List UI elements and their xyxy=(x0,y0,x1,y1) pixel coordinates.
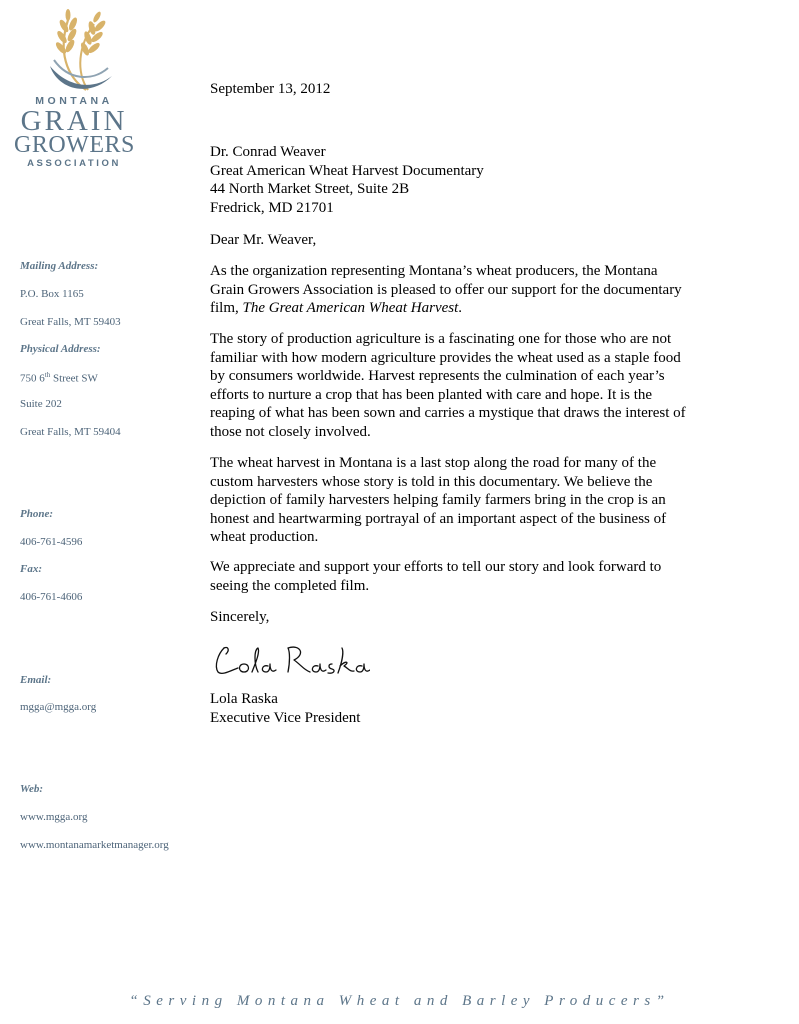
website-link-mgga[interactable]: www.mgga.org xyxy=(20,811,88,823)
email-label: Email: xyxy=(20,674,52,686)
paragraph-1: As the organization representing Montana’s wheat producers, the Montana Grain Growers Association is pleased to offer our support for the documentary film, The Great American Wheat Harvest. xyxy=(210,263,682,316)
paragraph-2: The story of production agriculture is a fascinating one for those who are not familiar with how modern agriculture provides the wheat used as a staple food by consumers worldwide. Harvest represents the culmination of each year’s efforts to nurture a crop that has been planted with care and hope. It is the reaping of what has been sown and carries a mystique that draws the interest of those not closely involved. xyxy=(210,331,686,440)
mailing-city: Great Falls, MT 59403 xyxy=(20,316,121,328)
physical-address-label: Physical Address: xyxy=(20,343,101,355)
physical-city: Great Falls, MT 59404 xyxy=(20,426,121,438)
physical-suite: Suite 202 xyxy=(20,398,62,410)
recipient-street: 44 North Market Street, Suite 2B xyxy=(210,181,410,197)
logo-association-text: ASSOCIATION xyxy=(27,158,121,169)
fax-label: Fax: xyxy=(20,563,42,575)
salutation: Dear Mr. Weaver, xyxy=(210,232,317,248)
fax-number: 406-761-4606 xyxy=(20,591,83,603)
recipient-org: Great American Wheat Harvest Documentary xyxy=(210,162,484,179)
footer-motto: “Serving Montana Wheat and Barley Producers” xyxy=(129,993,670,1009)
mailing-po-box: P.O. Box 1165 xyxy=(20,288,84,300)
signer-block xyxy=(210,690,695,727)
recipient-city: Fredrick, MD 21701 xyxy=(210,199,334,216)
association-logo xyxy=(14,6,134,168)
signer-title: Executive Vice President xyxy=(210,709,361,726)
logo-montana-text: MONTANA xyxy=(35,95,113,107)
film-title: The Great American Wheat Harvest xyxy=(242,300,459,316)
letter-date: September 13, 2012 xyxy=(210,81,331,97)
paragraph-3: The wheat harvest in Montana is a last stop along the road for many of the custom harvesters whose story is told in this documentary. We believe the depiction of family harvesters helping family farmers bring in the crop is an honest and heartwarming portrayal of an important aspect of the business of wheat production. xyxy=(210,455,667,545)
logo-growers-text: GROWERS xyxy=(14,132,135,158)
physical-street: 750 6th Street SW xyxy=(20,371,98,385)
website-link-market-manager[interactable]: www.montanamarketmanager.org xyxy=(20,839,169,851)
phone-number: 406-761-4596 xyxy=(20,536,83,548)
recipient-name: Dr. Conrad Weaver xyxy=(210,144,326,160)
phone-label: Phone: xyxy=(20,508,53,520)
logo-grain-text: GRAIN xyxy=(20,105,128,137)
closing: Sincerely, xyxy=(210,609,270,625)
mailing-address-label: Mailing Address: xyxy=(20,260,99,272)
signer-name: Lola Raska xyxy=(210,691,278,707)
paragraph-4: We appreciate and support your efforts to tell our story and look forward to seeing the completed film. xyxy=(210,559,662,594)
handwritten-signature xyxy=(210,640,370,682)
recipient-address xyxy=(210,143,695,217)
email-address[interactable]: mgga@mgga.org xyxy=(20,701,97,713)
wheat-icon xyxy=(28,6,120,94)
web-label: Web: xyxy=(20,783,44,795)
